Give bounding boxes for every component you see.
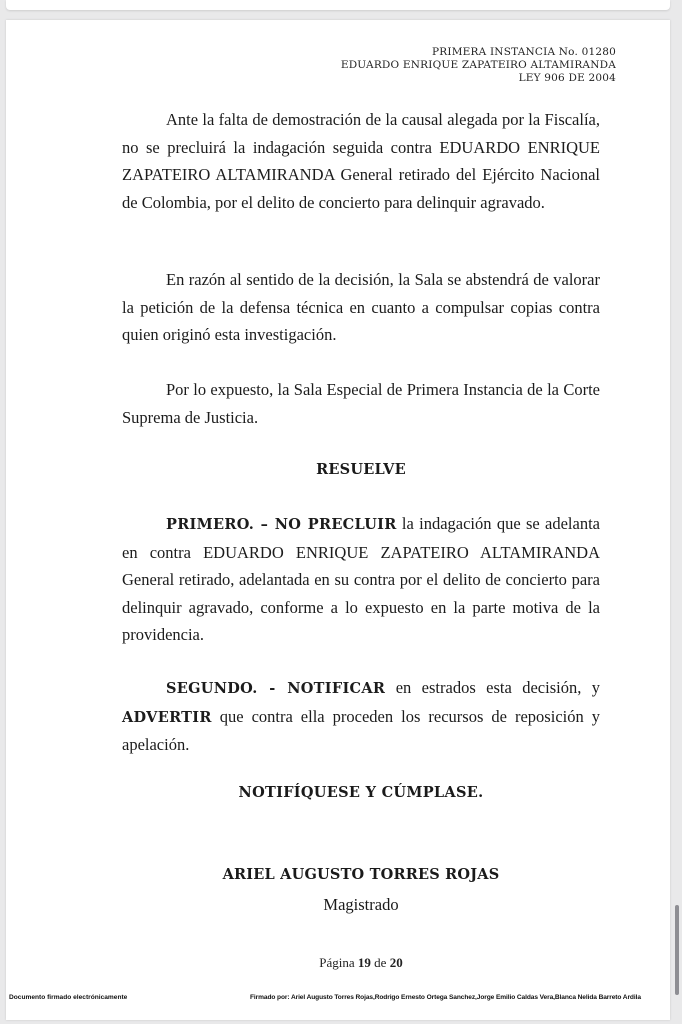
closing-statement: NOTIFÍQUESE Y CÚMPLASE. — [238, 784, 484, 801]
segundo-text-1: en estrados esta decisión, y — [385, 678, 601, 697]
page-current: 19 — [357, 955, 371, 970]
page-indicator — [122, 955, 600, 971]
primero-text: la indagación que se adelanta en contra EDUARDO ENRIQUE ZAPATEIRO ALTAMIRANDA General retirado, adelantada en su contra por el delito de concierto para delinquir agravado, conforme a lo expuesto en la parte motiva de la providencia. — [122, 514, 600, 644]
paragraph-authority: Por lo expuesto, la Sala Especial de Primera Instancia de la Corte Suprema de Justicia. — [122, 380, 600, 427]
advertir-label: ADVERTIR — [122, 708, 212, 726]
signers-list: Firmado por: Ariel Augusto Torres Rojas,Rodrigo Ernesto Ortega Sanchez,Jorge Emilio Caldas Vera,Blanca Nelida Barreto Ardila — [250, 994, 641, 1001]
viewer-background — [0, 0, 682, 20]
segundo-text-2: que contra ella proceden los recursos de reposición y apelación. — [122, 706, 600, 754]
vertical-scrollbar[interactable] — [675, 905, 679, 995]
paragraph-conclusion: Ante la falta de demostración de la causal alegada por la Fiscalía, no se precluirá la indagación seguida contra EDUARDO ENRIQUE ZAPATEIRO ALTAMIRANDA General retirado del Ejército Nacional de Colombia, por el delito de concierto para delinquir agravado. — [122, 110, 600, 212]
resolution-segundo — [122, 674, 600, 759]
previous-page-edge — [6, 0, 670, 10]
segundo-lead: SEGUNDO. - NOTIFICAR — [166, 680, 386, 697]
page-label: Página — [319, 955, 355, 970]
signer-role: Magistrado — [323, 895, 399, 914]
page-total: 20 — [389, 955, 403, 970]
resuelve-heading: RESUELVE — [316, 461, 406, 478]
case-defendant: EDUARDO ENRIQUE ZAPATEIRO ALTAMIRANDA — [340, 59, 616, 71]
primero-lead: PRIMERO. – NO PRECLUIR — [166, 516, 397, 533]
paragraph-defense-request: En razón al sentido de la decisión, la Sala se abstendrá de valorar la petición de la defensa técnica en cuanto a compulsar copias contra quien originó esta investigación. — [122, 270, 600, 344]
signer-name: ARIEL AUGUSTO TORRES ROJAS — [222, 866, 500, 883]
resolution-primero — [122, 510, 600, 649]
page-of: de — [374, 955, 387, 970]
case-law: LEY 906 DE 2004 — [518, 72, 616, 84]
case-number: PRIMERA INSTANCIA No. 01280 — [432, 46, 616, 58]
electronic-signature-note: Documento firmado electrónicamente — [9, 994, 128, 1001]
case-header — [341, 46, 616, 85]
